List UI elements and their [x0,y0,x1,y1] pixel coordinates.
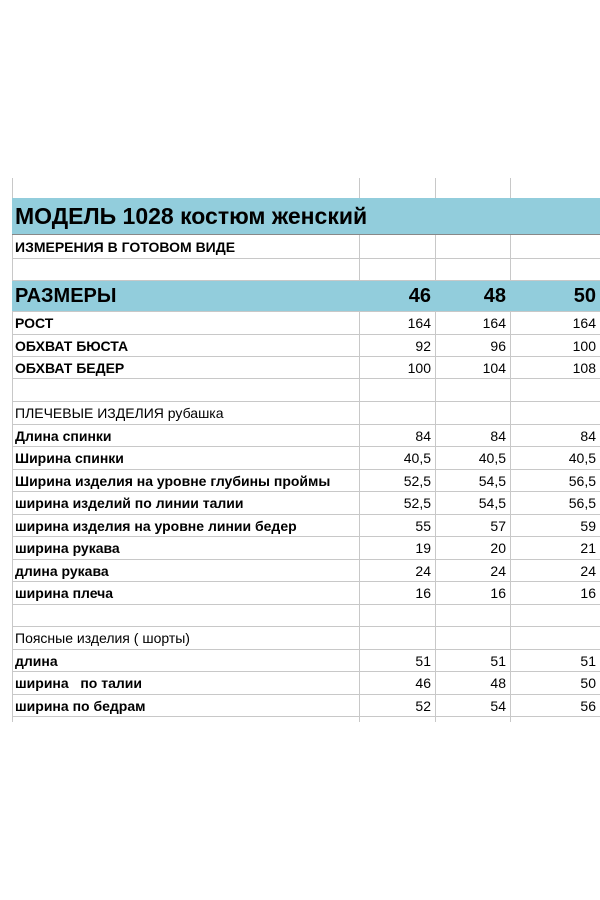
cell-value: 108 [572,359,596,376]
sizes-label: РАЗМЕРЫ [15,284,117,307]
row-label: длина [15,652,58,669]
table-row [12,672,600,695]
cell-value: 16 [490,585,506,601]
cell-value: 52,5 [403,495,431,511]
table-row [12,537,600,560]
cell-value: 55 [415,517,431,534]
cell-value: 20 [490,540,506,556]
table-row [12,470,600,492]
cell-value: 54,5 [478,495,506,511]
section-header-row [12,627,600,650]
row-label: ширина рукава [15,540,120,556]
row-label: Длина спинки [15,427,112,444]
cell-value: 51 [490,652,506,669]
row-label: ширина по талии [15,675,142,691]
cell-value: 48 [490,675,506,691]
cell-value: 24 [490,562,506,579]
cell-value: 164 [572,315,596,331]
cell-value: 16 [415,585,431,601]
row-label: Ширина изделия на уровне глубины проймы [15,472,331,489]
table-row [12,650,600,672]
empty-row [12,605,600,627]
cell-value: 56 [580,697,596,714]
cell-value: 92 [415,337,431,354]
table-row [12,425,600,447]
section-waist-title: Поясные изделия ( шорты) [15,630,190,646]
cell-value: 54,5 [478,472,506,489]
cell-value: 40,5 [478,450,506,466]
cell-value: 57 [490,517,506,534]
cell-value: 24 [415,562,431,579]
row-label: длина рукава [15,562,109,579]
size-chart-sheet [0,178,600,722]
cell-value: 96 [490,337,506,354]
cell-value: 164 [482,315,506,331]
cell-value: 56,5 [568,495,596,511]
cell-value: 40,5 [568,450,596,466]
cell-value: 84 [490,427,506,444]
cell-value: 84 [415,427,431,444]
cell-value: 52 [415,697,431,714]
section-shoulder-title: ПЛЕЧЕВЫЕ ИЗДЕЛИЯ рубашка [15,405,224,421]
cell-value: 100 [407,359,431,376]
cell-value: 16 [580,585,596,601]
model-title: МОДЕЛЬ 1028 костюм женский [15,202,368,229]
empty-row [12,259,600,281]
table-row [12,357,600,379]
cell-value: 56,5 [568,472,596,489]
cell-value: 100 [572,337,596,354]
cell-value: 54 [490,697,506,714]
table-row [12,582,600,605]
row-label: ширина по бедрам [15,697,146,714]
sizes-row [12,281,600,312]
cell-value: 40,5 [403,450,431,466]
cell-value: 51 [415,652,431,669]
table-row [12,335,600,357]
table-row [12,560,600,582]
row-label: ОБХВАТ БЮСТА [15,337,129,354]
table-row [12,695,600,717]
size-46: 46 [408,284,431,307]
table-row [12,447,600,470]
cell-value: 52,5 [403,472,431,489]
row-label: ширина изделий по линии талии [15,495,244,511]
title-row [12,198,600,235]
subtitle-row [12,235,600,259]
cell-value: 21 [580,540,596,556]
cell-value: 19 [415,540,431,556]
row-label: РОСТ [15,315,54,331]
cell-value: 50 [580,675,596,691]
row-label: ширина плеча [15,585,114,601]
table-row [12,492,600,515]
size-50: 50 [573,284,596,307]
row-label: ОБХВАТ БЕДЕР [15,359,125,376]
table-row [12,312,600,335]
cell-value: 46 [415,675,431,691]
row-label: ширина изделия на уровне линии бедер [15,517,297,534]
cell-value: 59 [580,517,596,534]
cell-value: 24 [580,562,596,579]
cell-value: 84 [580,427,596,444]
empty-row [12,379,600,402]
subtitle-text: ИЗМЕРЕНИЯ В ГОТОВОМ ВИДЕ [15,238,236,255]
size-48: 48 [483,284,506,307]
table-row [12,515,600,537]
cell-value: 51 [580,652,596,669]
cell-value: 164 [407,315,431,331]
row-label: Ширина спинки [15,450,124,466]
cell-value: 104 [482,359,506,376]
section-header-row [12,402,600,425]
